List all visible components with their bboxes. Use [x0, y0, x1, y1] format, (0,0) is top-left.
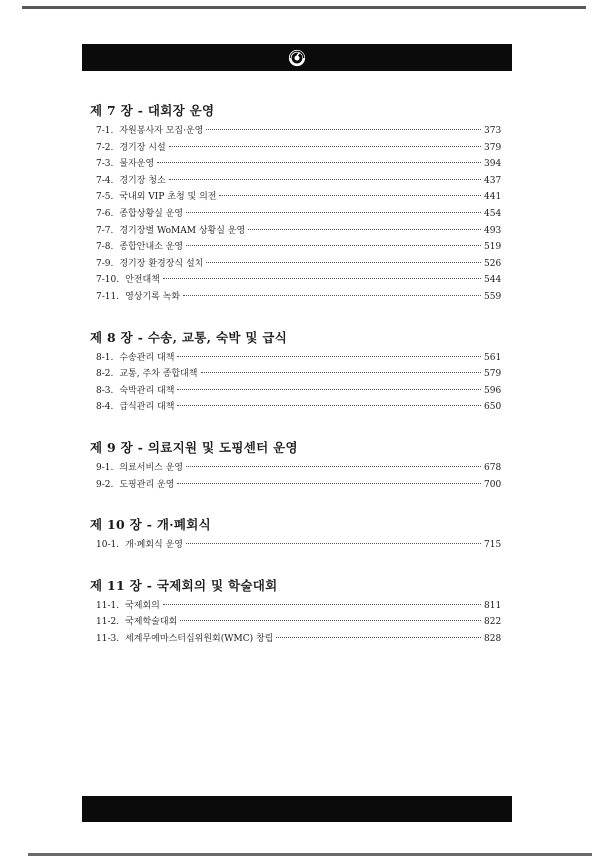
entry-page-number: 559	[484, 291, 502, 302]
chapter-title: 제 7 장 - 대회장 운영	[90, 103, 215, 118]
entry-title: 숙박관리 대책	[119, 385, 175, 396]
entry-number: 7-1.	[96, 126, 114, 136]
toc-section	[90, 515, 500, 554]
entry-page-number: 596	[484, 385, 502, 396]
entry-title: 개·폐회식 운영	[125, 540, 183, 551]
dot-leader	[163, 278, 481, 279]
toc-entry[interactable]	[90, 206, 500, 223]
entry-number: 7-11.	[96, 291, 120, 302]
toc-entry[interactable]	[90, 289, 500, 306]
entry-title: 의료서비스 운영	[119, 462, 184, 473]
top-rule	[22, 6, 586, 9]
dot-leader	[276, 637, 481, 638]
dot-leader	[177, 356, 481, 357]
dot-leader	[177, 483, 481, 484]
entry-page-number: 579	[484, 369, 502, 380]
entry-page-number: 828	[484, 633, 502, 644]
entry-title: 경기장 환경장식 설치	[119, 258, 204, 269]
dot-leader	[186, 245, 481, 246]
dot-leader	[186, 466, 481, 467]
entry-title: 국내외 VIP 초청 및 의전	[119, 192, 217, 203]
toc-entry[interactable]	[90, 399, 500, 416]
dot-leader	[206, 129, 481, 130]
entry-title: 세계무예마스터십위원회(WMC) 창립	[125, 633, 274, 644]
toc-section	[90, 576, 500, 648]
entry-page-number: 519	[484, 242, 502, 253]
entry-title: 경기장별 WoMAM 상황실 운영	[119, 225, 246, 236]
entry-title: 도핑관리 운영	[119, 479, 175, 490]
entry-page-number: 811	[484, 600, 502, 611]
entry-number: 9-2.	[96, 479, 114, 490]
entry-page-number: 441	[484, 192, 502, 203]
entry-page-number: 678	[484, 462, 502, 473]
entry-page-number: 822	[484, 617, 502, 628]
bottom-rule	[28, 853, 592, 856]
entry-page-number: 561	[484, 352, 502, 363]
chapter-title: 제 8 장 - 수송, 교통, 숙박 및 급식	[90, 329, 288, 345]
toc-entry[interactable]	[90, 223, 500, 240]
entry-title: 급식관리 대책	[119, 402, 175, 413]
entry-page-number: 379	[484, 142, 502, 153]
entry-number: 7-9.	[96, 258, 114, 269]
entry-number: 11-3.	[96, 633, 120, 644]
toc-entry[interactable]	[90, 140, 500, 157]
footer-band	[82, 796, 512, 822]
chapter-title: 제 9 장 - 의료지원 및 도핑센터 운영	[90, 439, 298, 455]
entry-title: 경기장 청소	[119, 175, 166, 186]
toc-entry[interactable]	[90, 173, 500, 190]
dot-leader	[186, 212, 481, 213]
entry-title: 종합안내소 운영	[119, 242, 184, 253]
entry-page-number: 526	[484, 258, 502, 269]
entry-title: 국제학술대회	[125, 617, 178, 628]
dot-leader	[183, 295, 481, 296]
entry-title: 안전대책	[125, 275, 160, 286]
toc-entry[interactable]	[90, 350, 500, 367]
entry-title: 경기장 시설	[119, 142, 166, 153]
toc-entry[interactable]	[90, 239, 500, 256]
entry-number: 7-3.	[96, 159, 114, 170]
entry-number: 7-5.	[96, 192, 114, 203]
dot-leader	[157, 162, 481, 163]
toc-section	[90, 328, 500, 416]
toc-entry[interactable]	[90, 383, 500, 400]
entry-title: 물자운영	[119, 159, 155, 170]
entry-page-number: 394	[484, 159, 502, 170]
toc-entry[interactable]	[90, 272, 500, 289]
entry-title: 영상기록 녹화	[125, 291, 181, 302]
entry-page-number: 700	[484, 479, 502, 490]
entry-page-number: 715	[484, 540, 502, 551]
swirl-logo-icon	[288, 49, 306, 67]
entry-page-number: 544	[484, 275, 502, 286]
toc-entry[interactable]	[90, 614, 500, 631]
entry-number: 7-7.	[96, 225, 114, 236]
dot-leader	[219, 195, 481, 196]
dot-leader	[186, 543, 481, 544]
entry-page-number: 454	[484, 208, 502, 219]
toc-entry[interactable]	[90, 123, 500, 140]
entry-number: 9-1.	[96, 462, 114, 473]
table-of-contents	[90, 101, 500, 669]
dot-leader	[201, 372, 482, 373]
entry-number: 8-2.	[96, 369, 114, 380]
dot-leader	[169, 179, 481, 180]
entry-number: 7-8.	[96, 242, 114, 253]
toc-entry[interactable]	[90, 477, 500, 494]
entry-page-number: 650	[484, 402, 502, 413]
toc-entry[interactable]	[90, 537, 500, 554]
toc-entry[interactable]	[90, 366, 500, 383]
toc-entry[interactable]	[90, 256, 500, 273]
toc-entry[interactable]	[90, 598, 500, 615]
chapter-title: 제 11 장 - 국제회의 및 학술대회	[90, 577, 278, 593]
entry-number: 7-4.	[96, 175, 114, 186]
toc-entry[interactable]	[90, 631, 500, 648]
entry-number: 11-2.	[96, 617, 120, 628]
entry-title: 교통, 주차 종합대책	[119, 369, 198, 380]
toc-entry[interactable]	[90, 460, 500, 477]
entry-number: 11-1.	[96, 600, 120, 611]
dot-leader	[177, 389, 481, 390]
entry-page-number: 493	[484, 225, 502, 236]
dot-leader	[248, 229, 481, 230]
dot-leader	[206, 262, 481, 263]
entry-title: 수송관리 대책	[119, 352, 175, 363]
entry-number: 8-4.	[96, 402, 114, 413]
entry-number: 7-10.	[96, 275, 120, 286]
dot-leader	[180, 620, 481, 621]
toc-entry[interactable]	[90, 156, 500, 173]
entry-page-number: 437	[484, 175, 502, 186]
toc-section	[90, 438, 500, 493]
toc-section	[90, 101, 500, 306]
entry-number: 7-2.	[96, 142, 114, 153]
header-band	[82, 44, 512, 71]
entry-title: 자원봉사자 모집·운영	[119, 126, 204, 136]
entry-number: 8-1.	[96, 352, 114, 363]
entry-number: 8-3.	[96, 385, 114, 396]
dot-leader	[163, 604, 481, 605]
entry-number: 7-6.	[96, 208, 114, 219]
chapter-title: 제 10 장 - 개·폐회식	[90, 517, 211, 533]
entry-page-number: 373	[484, 126, 502, 136]
entry-number: 10-1.	[96, 540, 120, 551]
dot-leader	[169, 146, 481, 147]
entry-title: 국제회의	[125, 600, 160, 611]
toc-entry[interactable]	[90, 189, 500, 206]
entry-title: 종합상황실 운영	[119, 208, 184, 219]
dot-leader	[177, 405, 481, 406]
